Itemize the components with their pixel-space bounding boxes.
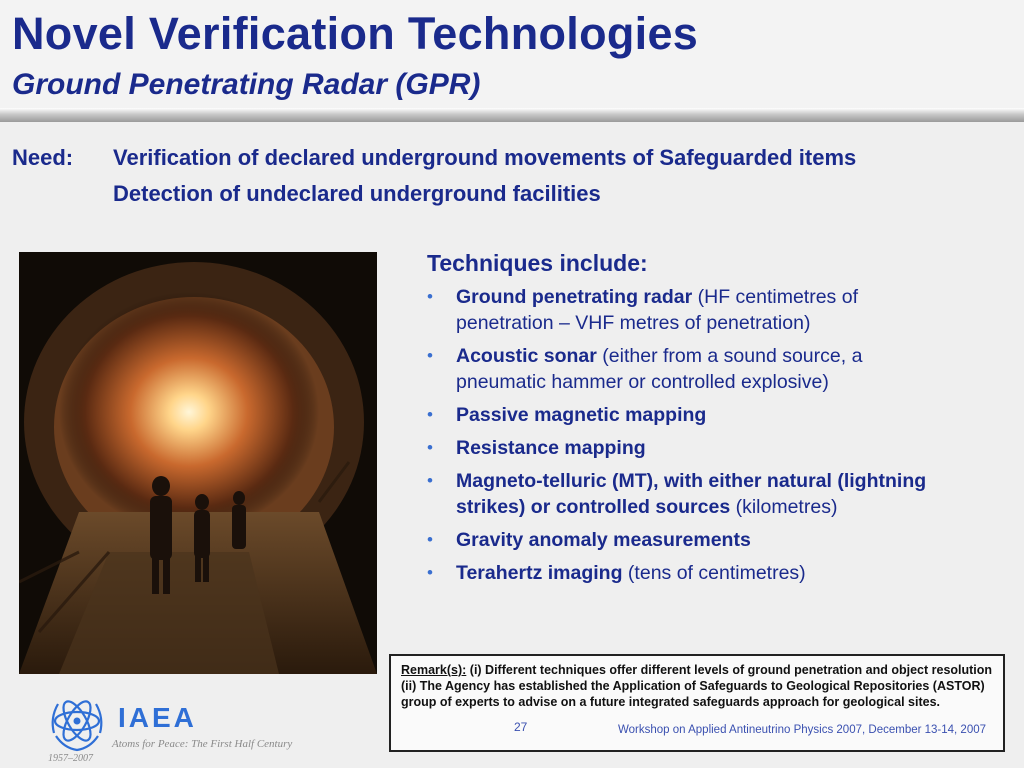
techniques-heading: Techniques include:	[427, 250, 648, 276]
page-number: 27	[514, 720, 528, 734]
item-detail: (kilometres)	[730, 496, 838, 518]
bullet-icon: •	[427, 346, 433, 365]
tunnel-photo	[19, 252, 377, 674]
need-line-1: Verification of declared underground movements of Safeguarded items	[113, 145, 857, 170]
slide-subtitle: Ground Penetrating Radar (GPR)	[12, 68, 481, 101]
need-line-2: Detection of undeclared underground facilities	[113, 181, 601, 206]
remark-line-1	[401, 662, 993, 678]
bullet-icon: •	[427, 405, 433, 424]
list-item	[427, 468, 927, 520]
remark-text-2: (ii) The Agency has established the Application of Safeguards to Geological Repositories (ASTOR) group of experts to advise on a future integrated safeguards approach for geological sites.	[401, 679, 985, 709]
remark-text-1: (i) Different techniques offer different levels of ground penetration and object resolution	[466, 663, 993, 677]
slide-title: Novel Verification Technologies	[12, 8, 699, 59]
list-item	[427, 343, 927, 395]
bullet-icon: •	[427, 563, 433, 582]
list-item	[427, 560, 927, 586]
remark-box	[389, 654, 1005, 752]
list-item	[427, 402, 927, 428]
item-bold: Resistance mapping	[456, 437, 646, 459]
item-bold: Terahertz imaging	[456, 562, 623, 584]
list-item	[427, 284, 927, 336]
item-bold: Gravity anomaly measurements	[456, 529, 751, 551]
footer-workshop: Workshop on Applied Antineutrino Physics 2007, December 13-14, 2007	[618, 724, 987, 736]
header-divider	[0, 108, 1024, 122]
list-item	[427, 435, 927, 461]
bullet-icon: •	[427, 287, 433, 306]
remark-label: Remark(s):	[401, 663, 467, 677]
tunnel-photo-illustration	[19, 252, 377, 674]
bullet-icon: •	[427, 438, 433, 457]
techniques-list	[427, 284, 927, 593]
bullet-icon: •	[427, 471, 433, 490]
item-detail: (tens of centimetres)	[622, 562, 806, 584]
iaea-emblem-icon	[42, 688, 112, 758]
need-label: Need:	[12, 145, 74, 170]
item-bold: Passive magnetic mapping	[456, 404, 707, 426]
iaea-logo-text: IAEA	[118, 702, 197, 733]
item-detail: (HF centimetres of penetration – VHF metres of penetration)	[456, 286, 858, 334]
item-bold: Ground penetrating radar	[456, 286, 693, 308]
item-detail: (either from a sound source, a pneumatic hammer or controlled explosive)	[456, 345, 863, 393]
list-item	[427, 527, 927, 553]
iaea-tagline: Atoms for Peace: The First Half Century	[112, 738, 293, 750]
iaea-years: 1957–2007	[48, 753, 93, 764]
bullet-icon: •	[427, 530, 433, 549]
item-bold: Acoustic sonar	[456, 345, 597, 367]
item-bold: Magneto-telluric (MT), with either natural (lightning strikes) or controlled sources	[456, 470, 927, 518]
